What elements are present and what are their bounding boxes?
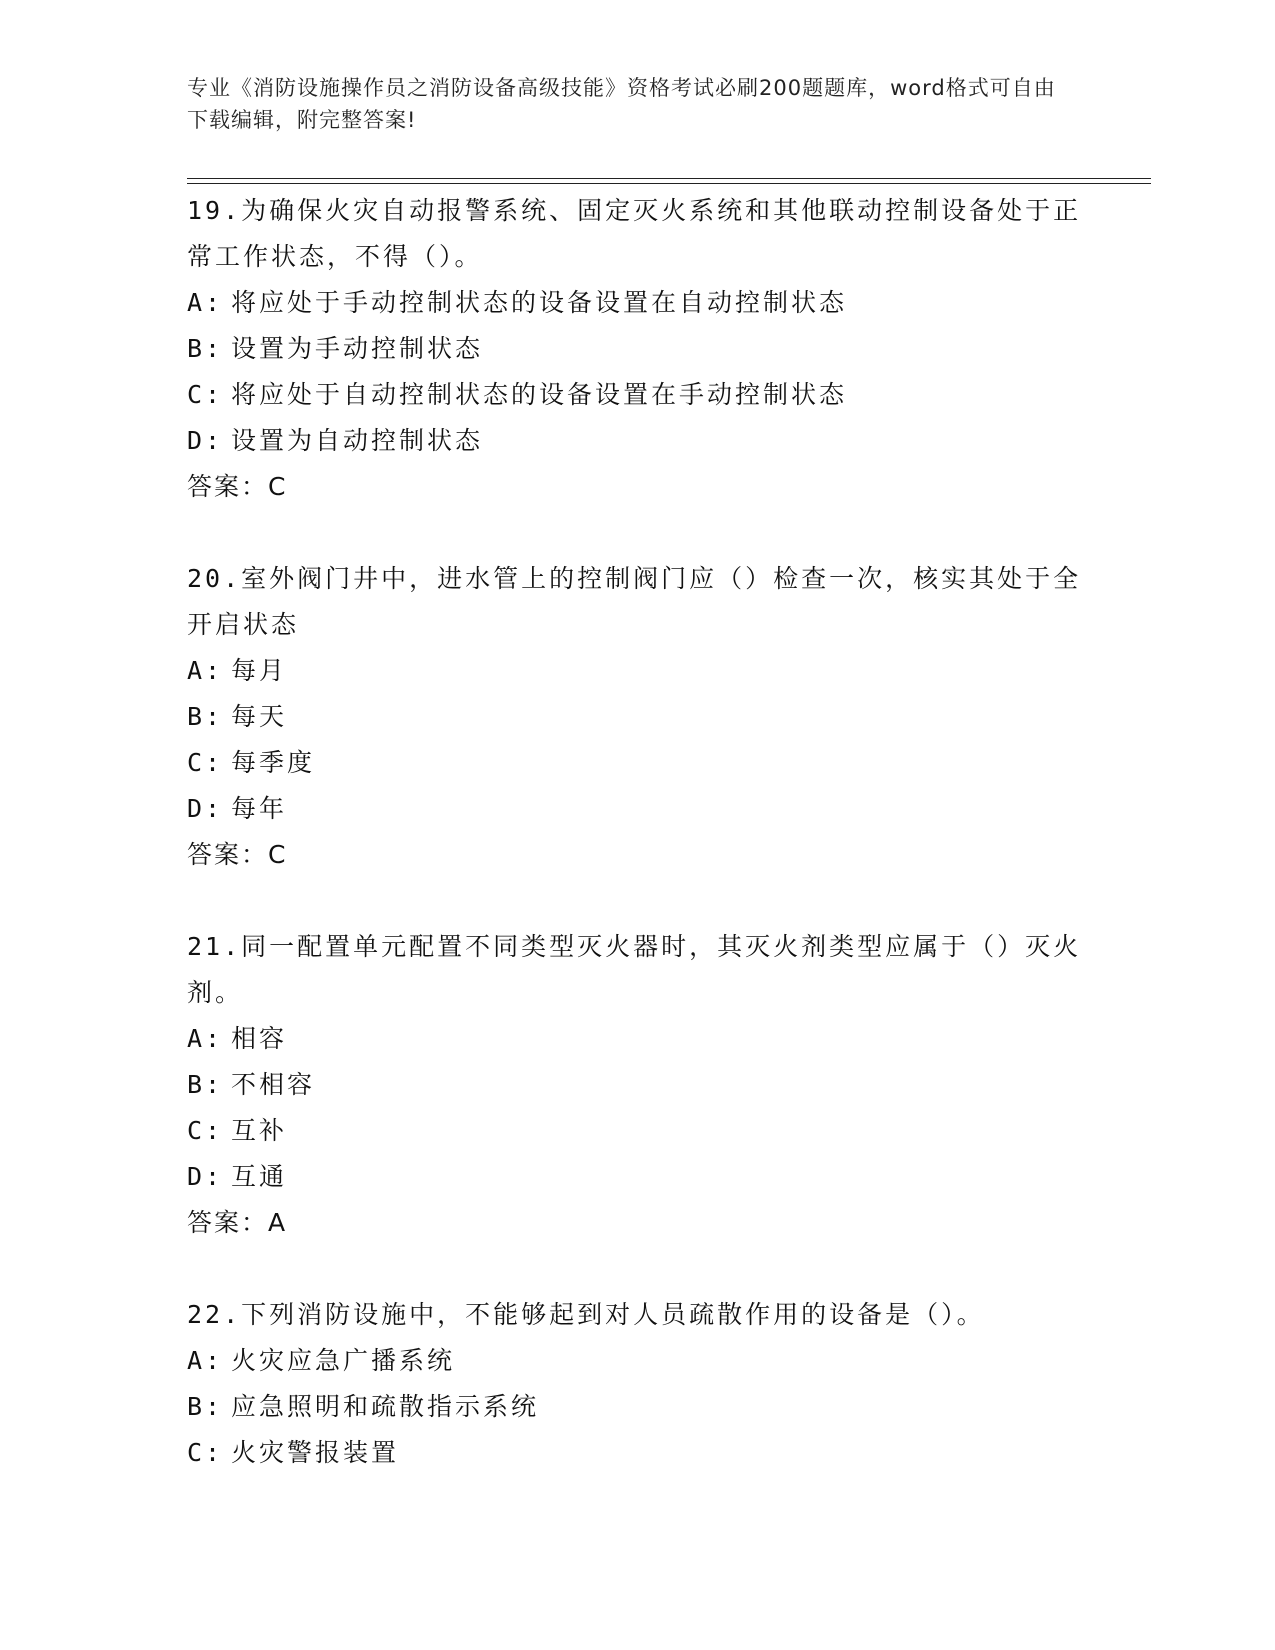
option-letter: D: xyxy=(187,1162,224,1191)
option-letter: A: xyxy=(187,1024,224,1053)
option-text: 每天 xyxy=(231,702,288,731)
header-divider-bottom xyxy=(187,183,1151,184)
option-letter: A: xyxy=(187,1346,224,1375)
option-c xyxy=(187,1430,1087,1476)
document-header: 专业《消防设施操作员之消防设备高级技能》资格考试必刷200题题库，word格式可自由下载编辑，附完整答案! xyxy=(187,76,1056,132)
question-stem: 20.室外阀门井中，进水管上的控制阀门应（）检查一次，核实其处于全开启状态 xyxy=(187,564,1082,639)
answer-label: 答案：A xyxy=(187,1208,288,1237)
option-d xyxy=(187,786,1087,832)
option-text: 每月 xyxy=(231,656,288,685)
answer-label: 答案：C xyxy=(187,472,288,501)
option-text: 火灾应急广播系统 xyxy=(231,1346,456,1375)
option-b xyxy=(187,1062,1087,1108)
option-b xyxy=(187,1384,1087,1430)
option-letter: C: xyxy=(187,1116,224,1145)
option-d xyxy=(187,418,1087,464)
option-c xyxy=(187,372,1087,418)
option-text: 互通 xyxy=(231,1162,288,1191)
option-text: 互补 xyxy=(231,1116,288,1145)
question-21 xyxy=(187,924,1087,1246)
question-19 xyxy=(187,188,1087,510)
header-divider-top xyxy=(187,178,1151,179)
option-a xyxy=(187,1016,1087,1062)
option-letter: B: xyxy=(187,1070,224,1099)
question-22 xyxy=(187,1292,1087,1476)
option-b xyxy=(187,326,1087,372)
option-a xyxy=(187,1338,1087,1384)
option-letter: D: xyxy=(187,426,224,455)
option-b xyxy=(187,694,1087,740)
option-text: 将应处于自动控制状态的设备设置在手动控制状态 xyxy=(231,380,848,409)
option-letter: A: xyxy=(187,288,224,317)
option-letter: C: xyxy=(187,380,224,409)
option-text: 相容 xyxy=(231,1024,288,1053)
option-text: 设置为手动控制状态 xyxy=(231,334,484,363)
option-c xyxy=(187,1108,1087,1154)
question-list xyxy=(187,188,1087,1522)
option-a xyxy=(187,648,1087,694)
question-stem: 21.同一配置单元配置不同类型灭火器时，其灭火剂类型应属于（）灭火剂。 xyxy=(187,932,1082,1007)
option-text: 每年 xyxy=(231,794,288,823)
option-letter: B: xyxy=(187,334,224,363)
answer-label: 答案：C xyxy=(187,840,288,869)
option-letter: C: xyxy=(187,748,224,777)
option-letter: B: xyxy=(187,1392,224,1421)
option-text: 火灾警报装置 xyxy=(231,1438,400,1467)
option-text: 不相容 xyxy=(231,1070,316,1099)
option-letter: A: xyxy=(187,656,224,685)
question-stem: 22.下列消防设施中，不能够起到对人员疏散作用的设备是（）。 xyxy=(187,1300,985,1329)
option-c xyxy=(187,740,1087,786)
option-text: 应急照明和疏散指示系统 xyxy=(231,1392,540,1421)
option-letter: C: xyxy=(187,1438,224,1467)
question-20 xyxy=(187,556,1087,878)
option-text: 设置为自动控制状态 xyxy=(231,426,484,455)
option-text: 每季度 xyxy=(231,748,316,777)
option-letter: B: xyxy=(187,702,224,731)
option-text: 将应处于手动控制状态的设备设置在自动控制状态 xyxy=(231,288,848,317)
option-a xyxy=(187,280,1087,326)
question-stem: 19.为确保火灾自动报警系统、固定灭火系统和其他联动控制设备处于正常工作状态，不得（）。 xyxy=(187,196,1082,271)
option-letter: D: xyxy=(187,794,224,823)
option-d xyxy=(187,1154,1087,1200)
